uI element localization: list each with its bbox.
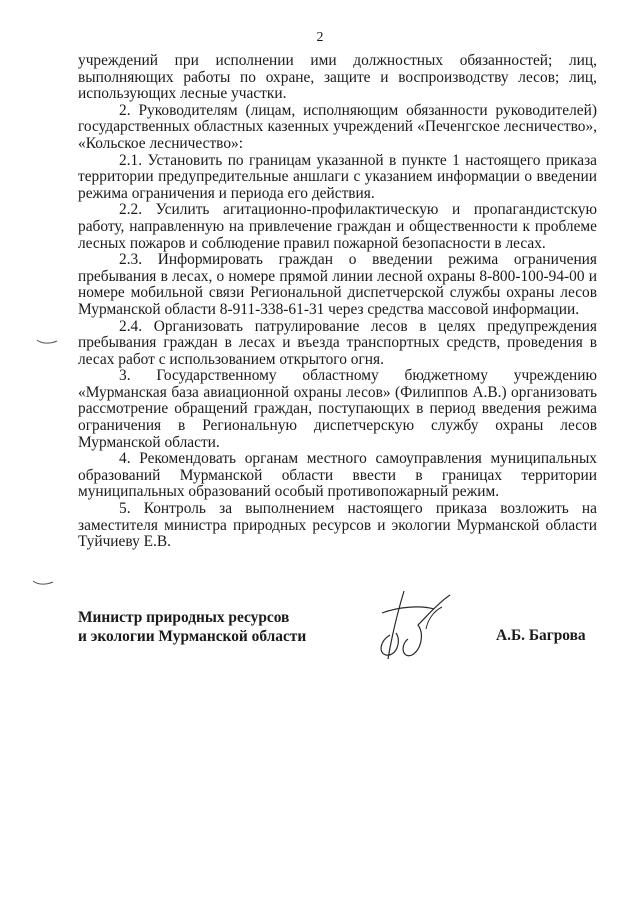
- margin-mark-bottom: [32, 579, 54, 587]
- paragraph-2: 2. Руководителям (лицам, исполняющим обязанности руководителей) государственных областных казенных учреждений «Печенгское лесничество», «Кольское лесничество»:: [78, 101, 597, 152]
- signatory-title: [78, 608, 306, 646]
- paragraph-2-2: 2.2. Усилить агитационно-профилактическую и пропагандистскую работу, направленную на привлечение граждан и общественности к проблеме лесных пожаров и соблюдение правил пожарной безопасности в лесах.: [78, 201, 597, 252]
- document-body: [78, 53, 597, 551]
- page-number: 2: [316, 30, 324, 45]
- paragraph-3: 3. Государственному областному бюджетному учреждению «Мурманская база авиационной охраны лесов» (Филиппов А.В.) организовать рассмотрение обращений граждан, поступающих в период введения режима ограничения в Региональную диспетчерскую службу охраны лесов Мурманской области.: [78, 367, 597, 451]
- paragraph-4: 4. Рекомендовать органам местного самоуправления муниципальных образований Мурманской области ввести в границах территории муниципальных образований особый противопожарный режим.: [78, 450, 597, 501]
- paragraph-continuation: учреждений при исполнении ими должностных обязанностей; лиц, выполняющих работы по охране, защите и воспроизводству лесов; лиц, использующих лесные участки.: [78, 52, 597, 103]
- signatory-title-line1: Министр природных ресурсов: [78, 609, 290, 626]
- signatory-name: А.Б. Багрова: [496, 627, 586, 644]
- signatory-title-line2: и экологии Мурманской области: [78, 628, 307, 645]
- paragraph-2-1: 2.1. Установить по границам указанной в пункте 1 настоящего приказа территории предупредительные аншлаги с указанием информации о введении режима ограничения и периода его действия.: [78, 151, 597, 202]
- paragraph-2-3: 2.3. Информировать граждан о введении режима ограничения пребывания в лесах, о номере прямой линии лесной охраны 8-800-100-94-00 и номере мобильной связи Региональной диспетчерской службы охраны лесов Мурманской области 8-911-338-61-31 через средства массовой информации.: [78, 251, 597, 318]
- paragraph-2-4: 2.4. Организовать патрулирование лесов в целях предупреждения пребывания граждан в лесах и въезда транспортных средств, проведения в лесах работ с использованием открытого огня.: [78, 317, 597, 368]
- handwritten-signature: [368, 585, 468, 665]
- paragraph-5: 5. Контроль за выполнением настоящего приказа возложить на заместителя министра природных ресурсов и экологии Мурманской области Туйчиеву Е.В.: [78, 500, 597, 551]
- margin-mark-top: [36, 338, 58, 346]
